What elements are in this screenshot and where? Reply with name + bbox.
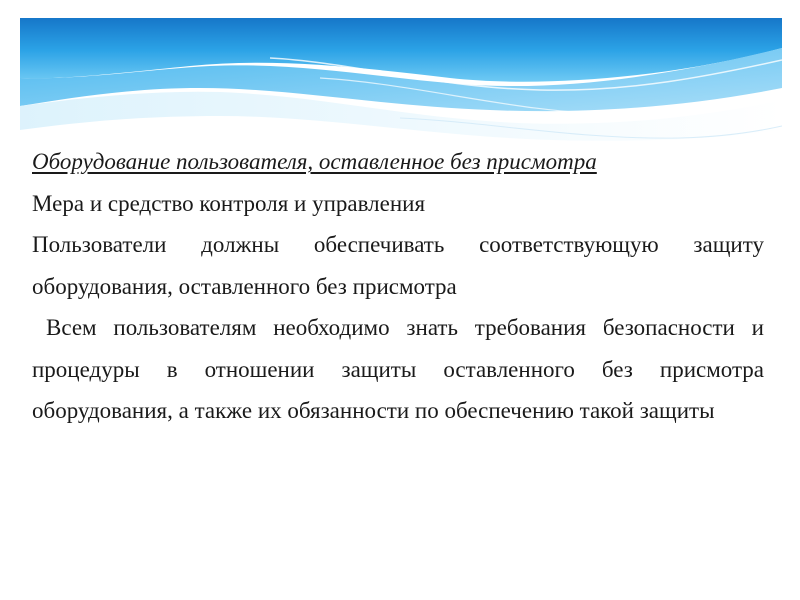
slide-subheading: Мера и средство контроля и управления [32, 190, 426, 216]
slide-body [32, 141, 764, 432]
slide-heading: Оборудование пользователя, оставленное без присмотра [32, 149, 597, 174]
paragraph-2 [32, 307, 764, 432]
wave-banner [20, 18, 782, 148]
paragraph-2-text: Всем пользователям необходимо знать требования безопасности и процедуры в отношении защиты оставленного без присмотра оборудования, а также их обязанности по обеспечению такой защиты [32, 315, 764, 423]
paragraph-1: Пользователи должны обеспечивать соответствующую защиту оборудования, оставленного без присмотра [32, 232, 764, 299]
